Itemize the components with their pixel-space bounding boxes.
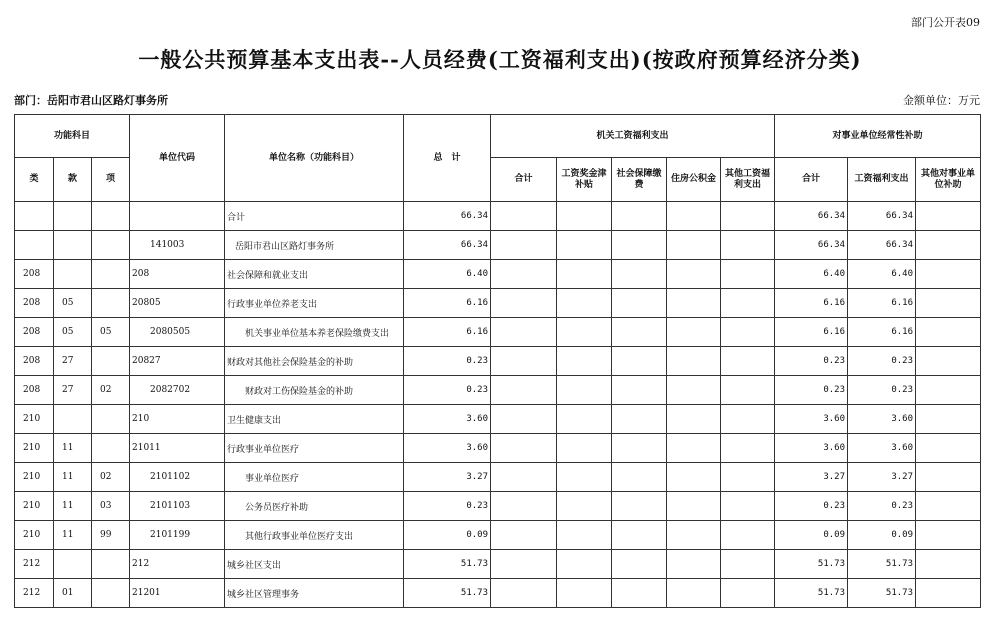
org-subtotal-cell [491, 434, 557, 463]
pub-subtotal-cell: 6.40 [775, 260, 848, 289]
unit-code-cell: 210 [130, 405, 225, 434]
unit-name-cell: 行政事业单位养老支出 [225, 289, 404, 318]
pub-other-cell [916, 347, 981, 376]
pub-other-cell [916, 405, 981, 434]
form-number: 部门公开表09 [911, 16, 980, 29]
pub-subtotal-cell: 0.23 [775, 492, 848, 521]
table-row [15, 260, 981, 289]
lei-header: 类 [15, 158, 54, 202]
org-subtotal-cell [491, 318, 557, 347]
org-housing-cell [667, 231, 721, 260]
org-housing-cell [667, 434, 721, 463]
org-wage-header: 工资奖金津补贴 [557, 158, 612, 202]
unit-code-cell: 2080505 [130, 318, 225, 347]
xiang-cell [92, 202, 130, 231]
unit-name-cell: 合计 [225, 202, 404, 231]
unit-code-cell: 2101103 [130, 492, 225, 521]
org-wage-cell [557, 202, 612, 231]
pub-other-cell [916, 376, 981, 405]
page-title: 一般公共预算基本支出表--人员经费(工资福利支出)(按政府预算经济分类) [138, 47, 862, 72]
unit-name-cell: 公务员医疗补助 [225, 492, 404, 521]
pub-other-cell [916, 492, 981, 521]
table-row [15, 318, 981, 347]
lei-cell: 210 [15, 492, 54, 521]
org-housing-cell [667, 521, 721, 550]
org-wage-cell [557, 405, 612, 434]
lei-cell: 208 [15, 260, 54, 289]
unit-name-header: 单位名称（功能科目） [225, 115, 404, 202]
org-social-cell [612, 202, 667, 231]
unit-code-cell: 2101102 [130, 463, 225, 492]
org-social-cell [612, 289, 667, 318]
xiang-cell: 99 [92, 521, 130, 550]
xiang-cell [92, 550, 130, 579]
org-subtotal-cell [491, 492, 557, 521]
unit-code-cell: 2082702 [130, 376, 225, 405]
org-wage-cell [557, 376, 612, 405]
org-housing-cell [667, 347, 721, 376]
pub-wage-cell: 0.23 [848, 376, 916, 405]
total-cell: 0.23 [404, 376, 491, 405]
lei-cell: 208 [15, 318, 54, 347]
org-social-cell [612, 260, 667, 289]
kuan-cell: 01 [54, 579, 92, 608]
kuan-cell [54, 202, 92, 231]
org-other-cell [721, 434, 775, 463]
unit-code-cell: 208 [130, 260, 225, 289]
pub-subtotal-cell: 66.34 [775, 231, 848, 260]
pub-other-cell [916, 318, 981, 347]
table-row [15, 492, 981, 521]
grand-total-header: 总 计 [404, 115, 491, 202]
org-housing-cell [667, 463, 721, 492]
org-housing-cell [667, 405, 721, 434]
pub-other-cell [916, 579, 981, 608]
pub-subtotal-cell: 0.09 [775, 521, 848, 550]
total-cell: 51.73 [404, 550, 491, 579]
total-cell: 3.60 [404, 434, 491, 463]
pub-subtotal-cell: 3.60 [775, 405, 848, 434]
kuan-cell: 27 [54, 347, 92, 376]
org-other-cell [721, 492, 775, 521]
org-wage-group-header: 机关工资福利支出 [491, 115, 775, 158]
org-wage-cell [557, 550, 612, 579]
pub-wage-cell: 66.34 [848, 231, 916, 260]
kuan-cell: 11 [54, 521, 92, 550]
org-other-cell [721, 260, 775, 289]
org-subtotal-cell [491, 579, 557, 608]
pub-wage-cell: 6.40 [848, 260, 916, 289]
lei-cell: 210 [15, 405, 54, 434]
org-social-cell [612, 521, 667, 550]
unit-name-cell: 社会保障和就业支出 [225, 260, 404, 289]
pub-other-cell [916, 463, 981, 492]
unit-code-cell: 21011 [130, 434, 225, 463]
kuan-cell [54, 550, 92, 579]
lei-cell: 210 [15, 463, 54, 492]
pub-subtotal-cell: 6.16 [775, 289, 848, 318]
pub-wage-cell: 0.09 [848, 521, 916, 550]
org-housing-cell [667, 579, 721, 608]
pub-subtotal-cell: 0.23 [775, 376, 848, 405]
org-subtotal-cell [491, 260, 557, 289]
org-other-cell [721, 463, 775, 492]
kuan-cell [54, 260, 92, 289]
pub-wage-cell: 0.23 [848, 492, 916, 521]
org-wage-cell [557, 347, 612, 376]
pub-subtotal-cell: 3.27 [775, 463, 848, 492]
org-wage-cell [557, 492, 612, 521]
org-wage-cell [557, 463, 612, 492]
public-subsidy-group-header: 对事业单位经常性补助 [775, 115, 981, 158]
unit-name-cell: 行政事业单位医疗 [225, 434, 404, 463]
pub-subtotal-cell: 51.73 [775, 579, 848, 608]
table-row [15, 550, 981, 579]
xiang-cell [92, 579, 130, 608]
pub-other-cell [916, 289, 981, 318]
org-other-cell [721, 376, 775, 405]
pub-subtotal-header: 合计 [775, 158, 848, 202]
pub-other-cell [916, 231, 981, 260]
xiang-cell: 02 [92, 376, 130, 405]
pub-subtotal-cell: 3.60 [775, 434, 848, 463]
org-other-cell [721, 231, 775, 260]
org-housing-cell [667, 289, 721, 318]
table-row [15, 347, 981, 376]
org-other-cell [721, 347, 775, 376]
unit-code-cell: 141003 [130, 231, 225, 260]
table-row [15, 434, 981, 463]
pub-subtotal-cell: 6.16 [775, 318, 848, 347]
table-row [15, 289, 981, 318]
org-housing-cell [667, 318, 721, 347]
org-wage-cell [557, 260, 612, 289]
kuan-cell: 05 [54, 318, 92, 347]
kuan-cell: 27 [54, 376, 92, 405]
table-row [15, 521, 981, 550]
org-wage-cell [557, 579, 612, 608]
org-other-cell [721, 405, 775, 434]
unit-name-cell: 卫生健康支出 [225, 405, 404, 434]
unit-name-cell: 城乡社区管理事务 [225, 579, 404, 608]
unit-name-cell: 其他行政事业单位医疗支出 [225, 521, 404, 550]
org-subtotal-cell [491, 405, 557, 434]
org-other-cell [721, 289, 775, 318]
unit-name-cell: 财政对其他社会保险基金的补助 [225, 347, 404, 376]
org-wage-cell [557, 231, 612, 260]
pub-wage-cell: 3.27 [848, 463, 916, 492]
org-housing-cell [667, 376, 721, 405]
org-other-cell [721, 521, 775, 550]
xiang-cell [92, 347, 130, 376]
table-row [15, 202, 981, 231]
xiang-cell [92, 405, 130, 434]
unit-name-cell: 事业单位医疗 [225, 463, 404, 492]
pub-other-cell [916, 434, 981, 463]
unit-code-cell: 2101199 [130, 521, 225, 550]
org-housing-cell [667, 550, 721, 579]
lei-cell: 208 [15, 376, 54, 405]
org-housing-header: 住房公积金 [667, 158, 721, 202]
table-row [15, 231, 981, 260]
lei-cell: 208 [15, 347, 54, 376]
lei-cell [15, 231, 54, 260]
total-cell: 3.60 [404, 405, 491, 434]
unit-code-cell: 20805 [130, 289, 225, 318]
org-other-cell [721, 318, 775, 347]
total-cell: 51.73 [404, 579, 491, 608]
pub-wage-cell: 51.73 [848, 550, 916, 579]
org-subtotal-cell [491, 376, 557, 405]
org-social-header: 社会保障缴费 [612, 158, 667, 202]
func-subject-header: 功能科目 [15, 115, 130, 158]
org-subtotal-cell [491, 521, 557, 550]
org-social-cell [612, 376, 667, 405]
unit-code-cell: 21201 [130, 579, 225, 608]
org-social-cell [612, 405, 667, 434]
kuan-cell [54, 405, 92, 434]
lei-cell: 212 [15, 579, 54, 608]
pub-wage-cell: 6.16 [848, 318, 916, 347]
pub-wage-cell: 3.60 [848, 405, 916, 434]
org-social-cell [612, 318, 667, 347]
xiang-cell [92, 231, 130, 260]
xiang-cell [92, 434, 130, 463]
pub-subtotal-cell: 0.23 [775, 347, 848, 376]
lei-cell: 212 [15, 550, 54, 579]
total-cell: 6.40 [404, 260, 491, 289]
table-row [15, 405, 981, 434]
org-wage-cell [557, 318, 612, 347]
org-social-cell [612, 463, 667, 492]
lei-cell [15, 202, 54, 231]
org-wage-cell [557, 521, 612, 550]
kuan-cell: 11 [54, 463, 92, 492]
pub-other-cell [916, 550, 981, 579]
budget-table [14, 114, 981, 608]
org-housing-cell [667, 492, 721, 521]
total-cell: 6.16 [404, 289, 491, 318]
unit-name-cell: 城乡社区支出 [225, 550, 404, 579]
org-subtotal-cell [491, 463, 557, 492]
total-cell: 0.23 [404, 492, 491, 521]
total-cell: 6.16 [404, 318, 491, 347]
org-social-cell [612, 347, 667, 376]
department-label: 部门：岳阳市君山区路灯事务所 [14, 94, 168, 107]
unit-name-cell: 财政对工伤保险基金的补助 [225, 376, 404, 405]
org-subtotal-cell [491, 347, 557, 376]
table-row [15, 463, 981, 492]
org-subtotal-cell [491, 289, 557, 318]
pub-subtotal-cell: 51.73 [775, 550, 848, 579]
pub-other-cell [916, 202, 981, 231]
org-wage-cell [557, 434, 612, 463]
kuan-cell: 11 [54, 492, 92, 521]
xiang-cell [92, 260, 130, 289]
unit-code-cell: 20827 [130, 347, 225, 376]
xiang-cell [92, 289, 130, 318]
pub-wage-cell: 0.23 [848, 347, 916, 376]
unit-code-header: 单位代码 [130, 115, 225, 202]
org-social-cell [612, 434, 667, 463]
org-social-cell [612, 492, 667, 521]
org-subtotal-cell [491, 550, 557, 579]
table-row [15, 376, 981, 405]
kuan-header: 款 [54, 158, 92, 202]
total-cell: 0.09 [404, 521, 491, 550]
xiang-header: 项 [92, 158, 130, 202]
org-wage-cell [557, 289, 612, 318]
table-row [15, 579, 981, 608]
org-subtotal-cell [491, 202, 557, 231]
pub-wage-cell: 6.16 [848, 289, 916, 318]
pub-wage-cell: 66.34 [848, 202, 916, 231]
pub-other-cell [916, 260, 981, 289]
pub-wage-cell: 3.60 [848, 434, 916, 463]
pub-other-header: 其他对事业单位补助 [916, 158, 981, 202]
xiang-cell: 05 [92, 318, 130, 347]
org-other-cell [721, 579, 775, 608]
unit-code-cell [130, 202, 225, 231]
unit-name-cell: 机关事业单位基本养老保险缴费支出 [225, 318, 404, 347]
org-social-cell [612, 579, 667, 608]
kuan-cell: 05 [54, 289, 92, 318]
pub-wage-cell: 51.73 [848, 579, 916, 608]
org-subtotal-cell [491, 231, 557, 260]
kuan-cell: 11 [54, 434, 92, 463]
total-cell: 0.23 [404, 347, 491, 376]
kuan-cell [54, 231, 92, 260]
org-housing-cell [667, 202, 721, 231]
total-cell: 66.34 [404, 202, 491, 231]
unit-name-cell: 岳阳市君山区路灯事务所 [225, 231, 404, 260]
total-cell: 3.27 [404, 463, 491, 492]
xiang-cell: 03 [92, 492, 130, 521]
org-social-cell [612, 550, 667, 579]
unit-code-cell: 212 [130, 550, 225, 579]
org-housing-cell [667, 260, 721, 289]
lei-cell: 208 [15, 289, 54, 318]
pub-other-cell [916, 521, 981, 550]
lei-cell: 210 [15, 434, 54, 463]
total-cell: 66.34 [404, 231, 491, 260]
xiang-cell: 02 [92, 463, 130, 492]
org-other-header: 其他工资福利支出 [721, 158, 775, 202]
org-subtotal-header: 合计 [491, 158, 557, 202]
org-other-cell [721, 550, 775, 579]
pub-wage-header: 工资福利支出 [848, 158, 916, 202]
pub-subtotal-cell: 66.34 [775, 202, 848, 231]
lei-cell: 210 [15, 521, 54, 550]
amount-unit-label: 金额单位：万元 [903, 94, 980, 107]
org-other-cell [721, 202, 775, 231]
org-social-cell [612, 231, 667, 260]
